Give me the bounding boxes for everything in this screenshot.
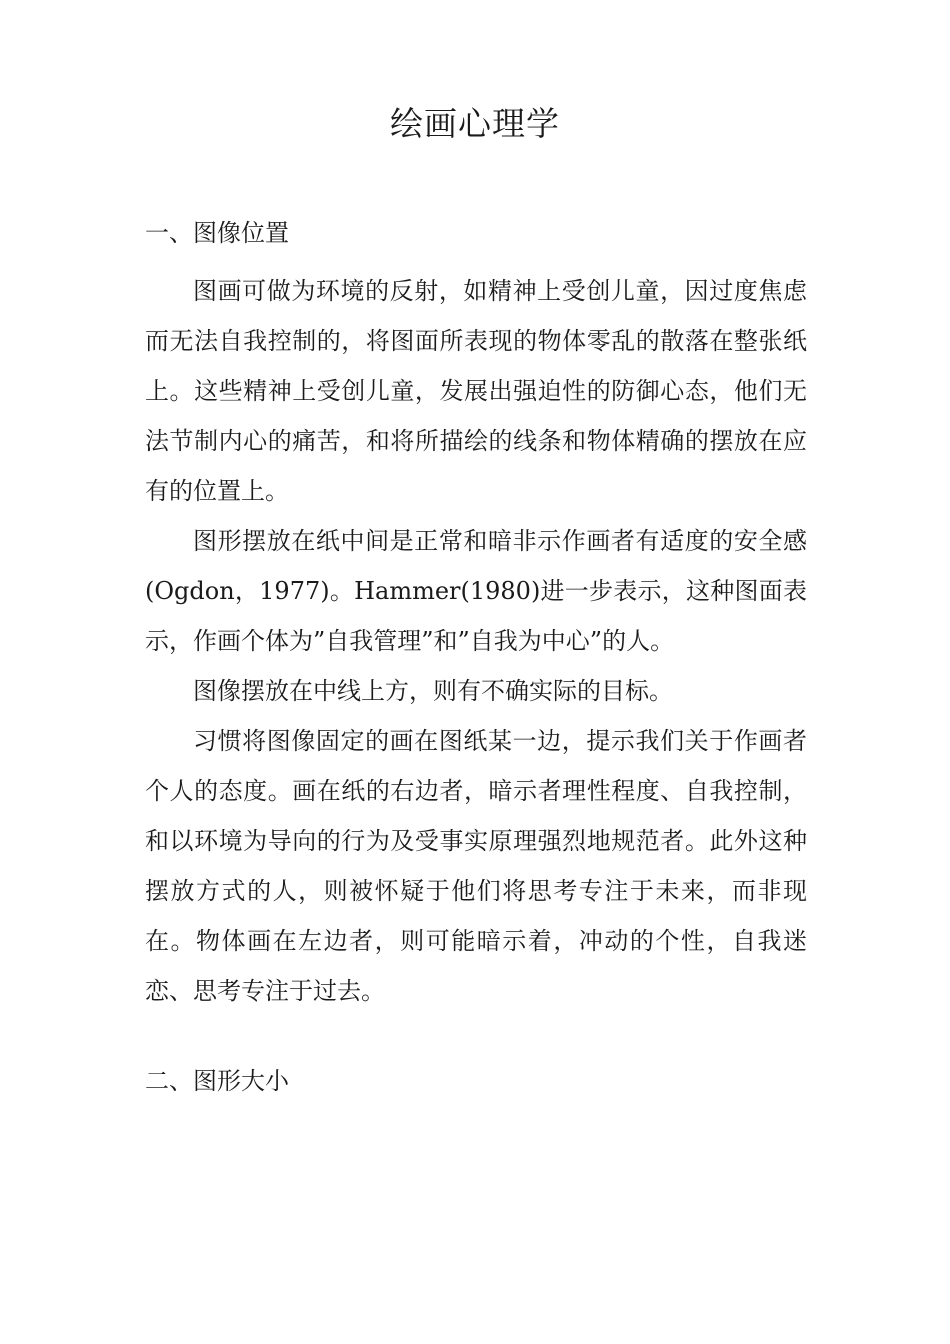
paragraph: 图画可做为环境的反射，如精神上受创儿童，因过度焦虑而无法自我控制的，将图面所表现的物体零乱的散落在整张纸上。这些精神上受创儿童，发展出强迫性的防御心态，他们无法节制内心的痛苦，和将所描绘的线条和物体精确的摆放在应有的位置上。	[145, 277, 807, 505]
document-title: 绘画心理学	[390, 104, 560, 143]
paragraph: 习惯将图像固定的画在图纸某一边，提示我们关于作画者个人的态度。画在纸的右边者，暗示者理性程度、自我控制，和以环境为导向的行为及受事实原理强烈地规范者。此外这种摆放方式的人，则被怀疑于他们将思考专注于未来，而非现在。物体画在左边者，则可能暗示着，冲动的个性，自我迷恋、思考专注于过去。	[145, 727, 807, 1005]
paragraph: 图形摆放在纸中间是正常和暗非示作画者有适度的安全感(Ogdon，1977)。Hammer(1980)进一步表示，这种图面表示，作画个体为”自我管理”和”自我为中心”的人。	[145, 527, 807, 655]
section-body-image-position	[145, 266, 807, 1016]
section-heading-figure-size: 二、图形大小	[145, 1067, 289, 1095]
paragraph: 图像摆放在中线上方，则有不确实际的目标。	[193, 677, 673, 705]
section-heading-image-position: 一、图像位置	[145, 219, 289, 247]
